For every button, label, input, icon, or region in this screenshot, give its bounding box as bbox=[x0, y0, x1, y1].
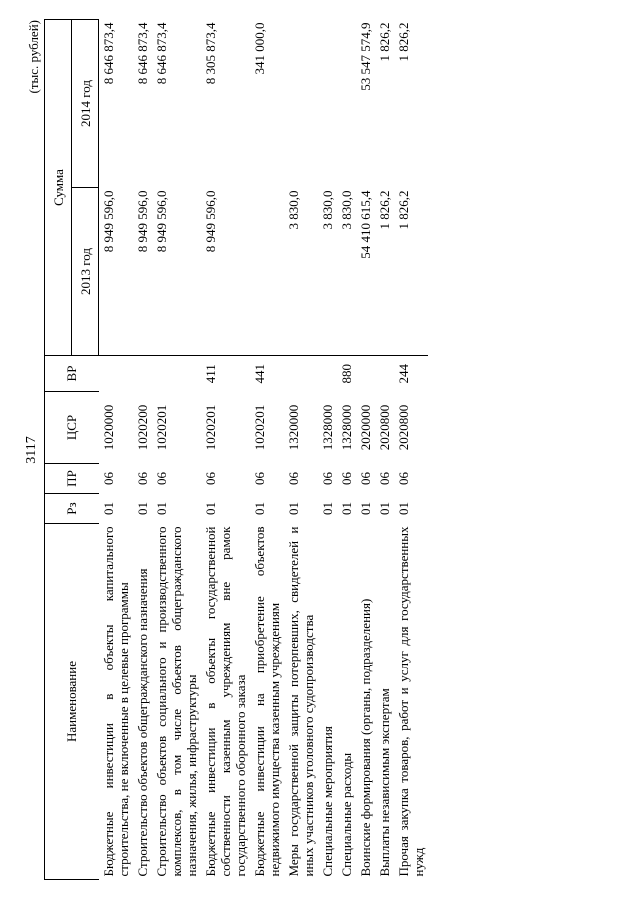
cell-pr: 06 bbox=[251, 472, 267, 485]
header-vr: ВР bbox=[45, 356, 99, 392]
table-row bbox=[133, 20, 152, 880]
page-number: 3117 bbox=[24, 436, 39, 464]
header-2014: 2014 год bbox=[72, 20, 99, 188]
cell-rz: 01 bbox=[134, 502, 150, 515]
cell-vr: 880 bbox=[338, 364, 354, 384]
cell-y2014: 341 000,0 bbox=[251, 22, 267, 75]
cell-name: Строительство объектов социального и производственного комплексов, в том числе объектов общегражданского назначения, жилья, инфраструктуры bbox=[153, 526, 199, 877]
cell-pr: 06 bbox=[357, 472, 373, 485]
cell-csr: 1020201 bbox=[251, 404, 267, 451]
cell-rz: 01 bbox=[202, 502, 218, 515]
cell-name: Специальные расходы bbox=[338, 752, 354, 877]
cell-y2014: 8 646 873,4 bbox=[134, 22, 150, 85]
cell-pr: 06 bbox=[319, 472, 335, 485]
cell-y2013: 1 826,2 bbox=[375, 188, 394, 356]
table-row bbox=[318, 20, 337, 880]
cell-csr: 2020800 bbox=[376, 404, 392, 451]
cell-vr: 244 bbox=[395, 364, 411, 384]
cell-csr: 2020000 bbox=[357, 404, 373, 451]
table-row bbox=[201, 20, 250, 880]
table-row bbox=[356, 20, 375, 880]
cell-name: Бюджетные инвестиции в объекты капитального строительства, не включенные в целевые программы bbox=[100, 526, 131, 877]
cell-vr bbox=[375, 356, 394, 392]
cell-pr: 06 bbox=[285, 472, 301, 485]
cell-y2013: 8 949 596,0 bbox=[201, 188, 250, 356]
cell-y2014: 8 646 873,4 bbox=[153, 22, 169, 85]
cell-y2013: 1 826,2 bbox=[394, 188, 428, 356]
header-2013: 2013 год bbox=[72, 188, 99, 356]
cell-csr: 1020201 bbox=[202, 404, 218, 451]
cell-vr bbox=[152, 356, 201, 392]
header-name: Наименование bbox=[45, 524, 99, 880]
cell-rz: 01 bbox=[376, 502, 392, 515]
cell-y2013: 3 830,0 bbox=[318, 188, 337, 356]
cell-pr: 06 bbox=[338, 472, 354, 485]
cell-rz: 01 bbox=[285, 502, 301, 515]
cell-y2014: 1 826,2 bbox=[376, 22, 392, 62]
cell-csr: 1328000 bbox=[338, 404, 354, 451]
cell-csr: 1020201 bbox=[153, 404, 169, 451]
table-row bbox=[284, 20, 318, 880]
cell-y2013 bbox=[250, 188, 284, 356]
cell-rz: 01 bbox=[338, 502, 354, 515]
cell-rz: 01 bbox=[153, 502, 169, 515]
cell-vr bbox=[99, 356, 133, 392]
cell-pr: 06 bbox=[376, 472, 392, 485]
cell-name: Меры государственной защиты потерпевших, свидетелей и иных участников уголовного судопроизводства bbox=[285, 526, 316, 877]
cell-name: Строительство объектов общегражданского назначения bbox=[134, 568, 150, 877]
budget-table bbox=[44, 19, 428, 880]
cell-y2013: 8 949 596,0 bbox=[99, 188, 133, 356]
cell-pr: 06 bbox=[153, 472, 169, 485]
cell-rz: 01 bbox=[251, 502, 267, 515]
cell-pr: 06 bbox=[395, 472, 411, 485]
cell-csr: 1328000 bbox=[319, 404, 335, 451]
cell-rz: 01 bbox=[319, 502, 335, 515]
cell-vr bbox=[356, 356, 375, 392]
cell-csr: 2020800 bbox=[395, 404, 411, 451]
cell-name: Бюджетные инвестиции на приобретение объектов недвижимого имущества казенным учреждениям bbox=[251, 526, 282, 877]
header-pr: ПР bbox=[45, 464, 99, 494]
cell-vr bbox=[318, 356, 337, 392]
cell-rz: 01 bbox=[100, 502, 116, 515]
units-note: (тыс. рублей) bbox=[26, 20, 41, 94]
cell-name: Воинские формирования (органы, подразделения) bbox=[357, 598, 373, 877]
cell-pr: 06 bbox=[202, 472, 218, 485]
cell-vr: 411 bbox=[202, 364, 218, 384]
cell-vr bbox=[133, 356, 152, 392]
table-row bbox=[394, 20, 428, 880]
cell-y2014 bbox=[284, 20, 318, 188]
table-row bbox=[250, 20, 284, 880]
cell-csr: 1320000 bbox=[285, 404, 301, 451]
cell-y2013: 8 949 596,0 bbox=[133, 188, 152, 356]
cell-y2014: 8 646 873,4 bbox=[101, 22, 116, 85]
cell-y2014: 53 547 574,9 bbox=[357, 22, 373, 91]
cell-y2014: 1 826,2 bbox=[395, 22, 411, 62]
cell-name: Специальные мероприятия bbox=[319, 726, 335, 877]
document-page bbox=[20, 20, 615, 880]
cell-csr: 1020000 bbox=[100, 404, 116, 451]
cell-y2013: 54 410 615,4 bbox=[356, 188, 375, 356]
cell-y2014: 8 305 873,4 bbox=[202, 22, 218, 85]
cell-rz: 01 bbox=[357, 502, 373, 515]
cell-name: Прочая закупка товаров, работ и услуг для государственных нужд bbox=[395, 526, 426, 877]
table-row bbox=[99, 20, 133, 880]
header-rz: Рз bbox=[45, 494, 99, 524]
cell-y2014 bbox=[337, 20, 356, 188]
cell-csr: 1020200 bbox=[134, 404, 150, 451]
cell-vr bbox=[284, 356, 318, 392]
table-row bbox=[337, 20, 356, 880]
table-body bbox=[99, 20, 428, 880]
cell-vr: 441 bbox=[251, 364, 267, 384]
header-row bbox=[45, 20, 72, 880]
table-row bbox=[375, 20, 394, 880]
cell-name: Выплаты независимым экспертам bbox=[376, 688, 392, 877]
cell-y2014 bbox=[318, 20, 337, 188]
cell-rz: 01 bbox=[395, 502, 411, 515]
cell-y2013: 3 830,0 bbox=[284, 188, 318, 356]
cell-y2013: 8 949 596,0 bbox=[152, 188, 201, 356]
cell-pr: 06 bbox=[134, 472, 150, 485]
table-row bbox=[152, 20, 201, 880]
cell-name: Бюджетные инвестиции в объекты государственной собственности казенным учреждениям вне рамок государственного оборонного заказа bbox=[202, 526, 248, 877]
header-csr: ЦСР bbox=[45, 392, 99, 464]
cell-pr: 06 bbox=[100, 472, 116, 485]
cell-y2013: 3 830,0 bbox=[337, 188, 356, 356]
header-sum: Сумма bbox=[45, 20, 72, 356]
